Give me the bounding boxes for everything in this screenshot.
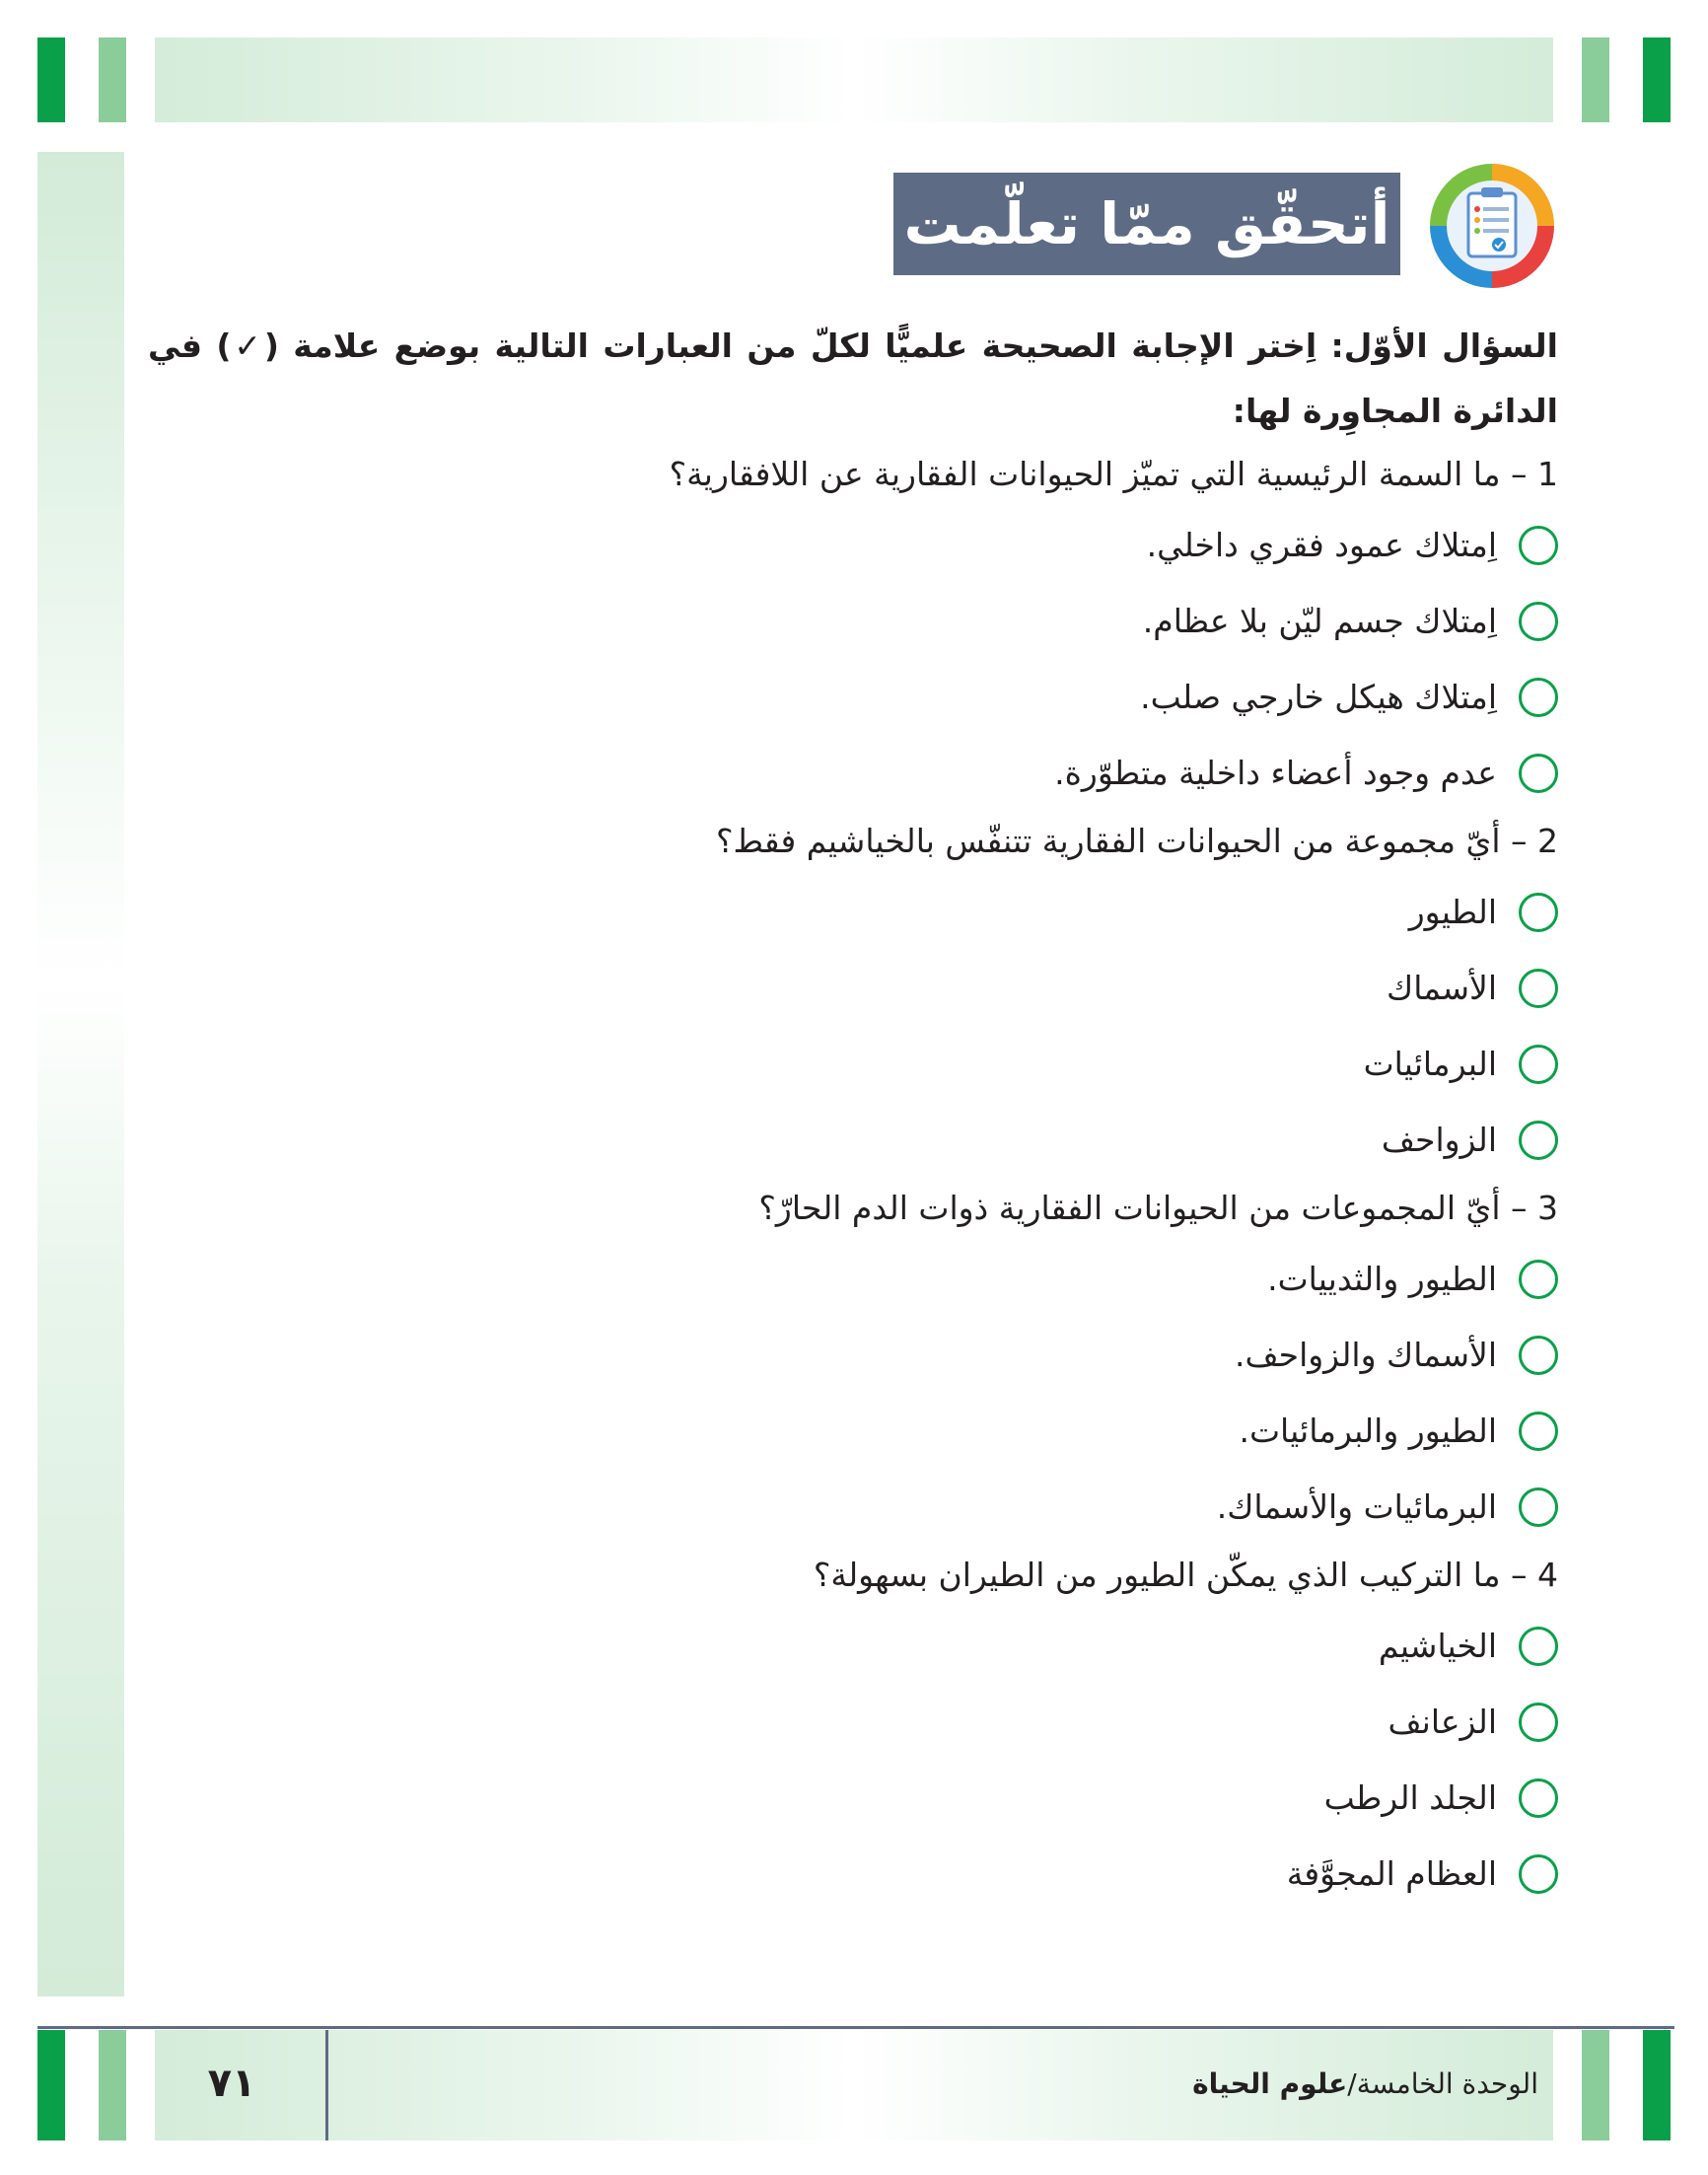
top-right-light-bar [1582,37,1609,122]
option-row [148,1317,1558,1393]
question-4 [148,1545,1558,1912]
answer-circle[interactable] [1519,1260,1558,1299]
option-row [148,735,1558,811]
answer-circle[interactable] [1519,893,1558,932]
answer-circle[interactable] [1519,1045,1558,1084]
subject-label: علوم الحياة [1192,2067,1348,2100]
option-label: اِمتلاك عمود فقري داخلي. [1146,526,1497,564]
answer-circle[interactable] [1519,1487,1558,1527]
option-row [148,1836,1558,1912]
option-row [148,583,1558,659]
option-label: البرمائيات [1363,1045,1497,1083]
option-row [148,1393,1558,1469]
option-label: الزعانف [1388,1703,1497,1741]
option-row [148,1241,1558,1317]
bottom-left-light-bar [99,2030,126,2140]
question-text: 4 – ما التركيب الذي يمكّن الطيور من الطيران بسهولة؟ [813,1556,1558,1594]
question-text: 1 – ما السمة الرئيسية التي تميّز الحيوانات الفقارية عن اللافقارية؟ [669,455,1558,493]
bottom-right-dark-bar [1643,2030,1671,2140]
option-row [148,1684,1558,1760]
answer-circle[interactable] [1519,1336,1558,1375]
option-label: الزواحف [1381,1121,1497,1159]
answer-circle[interactable] [1519,969,1558,1008]
question-text: 2 – أيّ مجموعة من الحيوانات الفقارية تتنفّس بالخياشيم فقط؟ [715,822,1558,860]
question-3 [148,1178,1558,1545]
answer-circle[interactable] [1519,754,1558,793]
answer-circle[interactable] [1519,1412,1558,1451]
page-number: ٧١ [207,2061,256,2106]
answer-circle[interactable] [1519,1121,1558,1160]
option-row [148,1469,1558,1545]
unit-label: الوحدة الخامسة/علوم الحياة [1192,2067,1538,2100]
option-label: عدم وجود أعضاء داخلية متطوّرة. [1054,754,1497,792]
option-label: اِمتلاك جسم ليّن بلا عظام. [1142,602,1497,640]
option-label: الأسماك والزواحف. [1235,1336,1497,1374]
section-title: أتحقّق ممّا تعلّمت [893,173,1400,275]
side-band [37,152,124,1996]
option-row [148,874,1558,950]
top-left-light-bar [99,37,126,122]
top-band [155,37,1553,122]
option-row [148,1608,1558,1684]
clipboard-checklist-icon [1424,158,1560,294]
option-row [148,1026,1558,1102]
answer-circle[interactable] [1519,1854,1558,1894]
option-label: الأسماك [1387,969,1497,1007]
answer-circle[interactable] [1519,1703,1558,1742]
option-label: الخياشيم [1378,1627,1497,1665]
question-2 [148,811,1558,1178]
exercise-content [148,314,1558,1912]
footer-separator [325,2030,328,2140]
top-left-dark-bar [37,37,65,122]
option-label: اِمتلاك هيكل خارجي صلب. [1140,678,1497,716]
bottom-left-dark-bar [37,2030,65,2140]
bottom-right-light-bar [1582,2030,1609,2140]
answer-circle[interactable] [1519,1627,1558,1666]
answer-circle[interactable] [1519,602,1558,641]
option-label: البرمائيات والأسماك. [1216,1487,1497,1526]
option-row [148,507,1558,583]
question-text: 3 – أيّ المجموعات من الحيوانات الفقارية ذوات الدم الحارّ؟ [758,1189,1558,1227]
option-label: الطيور والبرمائيات. [1239,1412,1497,1450]
answer-circle[interactable] [1519,526,1558,565]
option-label: الطيور والثدييات. [1267,1260,1497,1298]
option-row [148,659,1558,735]
option-row [148,1102,1558,1178]
option-label: الجلد الرطب [1323,1778,1497,1817]
option-row [148,950,1558,1026]
answer-circle[interactable] [1519,678,1558,717]
option-label: الطيور [1408,893,1497,931]
option-label: العظام المجوَّفة [1286,1854,1497,1893]
question-instructions: السؤال الأوّل: اِختر الإجابة الصحيحة علميًّا لكلّ من العبارات التالية بوضع علامة (✓) في الدائرة المجاوِرة لها: [148,326,1558,430]
footer-divider [37,2026,1674,2029]
question-1 [148,444,1558,811]
answer-circle[interactable] [1519,1778,1558,1818]
option-row [148,1760,1558,1836]
top-right-dark-bar [1643,37,1671,122]
